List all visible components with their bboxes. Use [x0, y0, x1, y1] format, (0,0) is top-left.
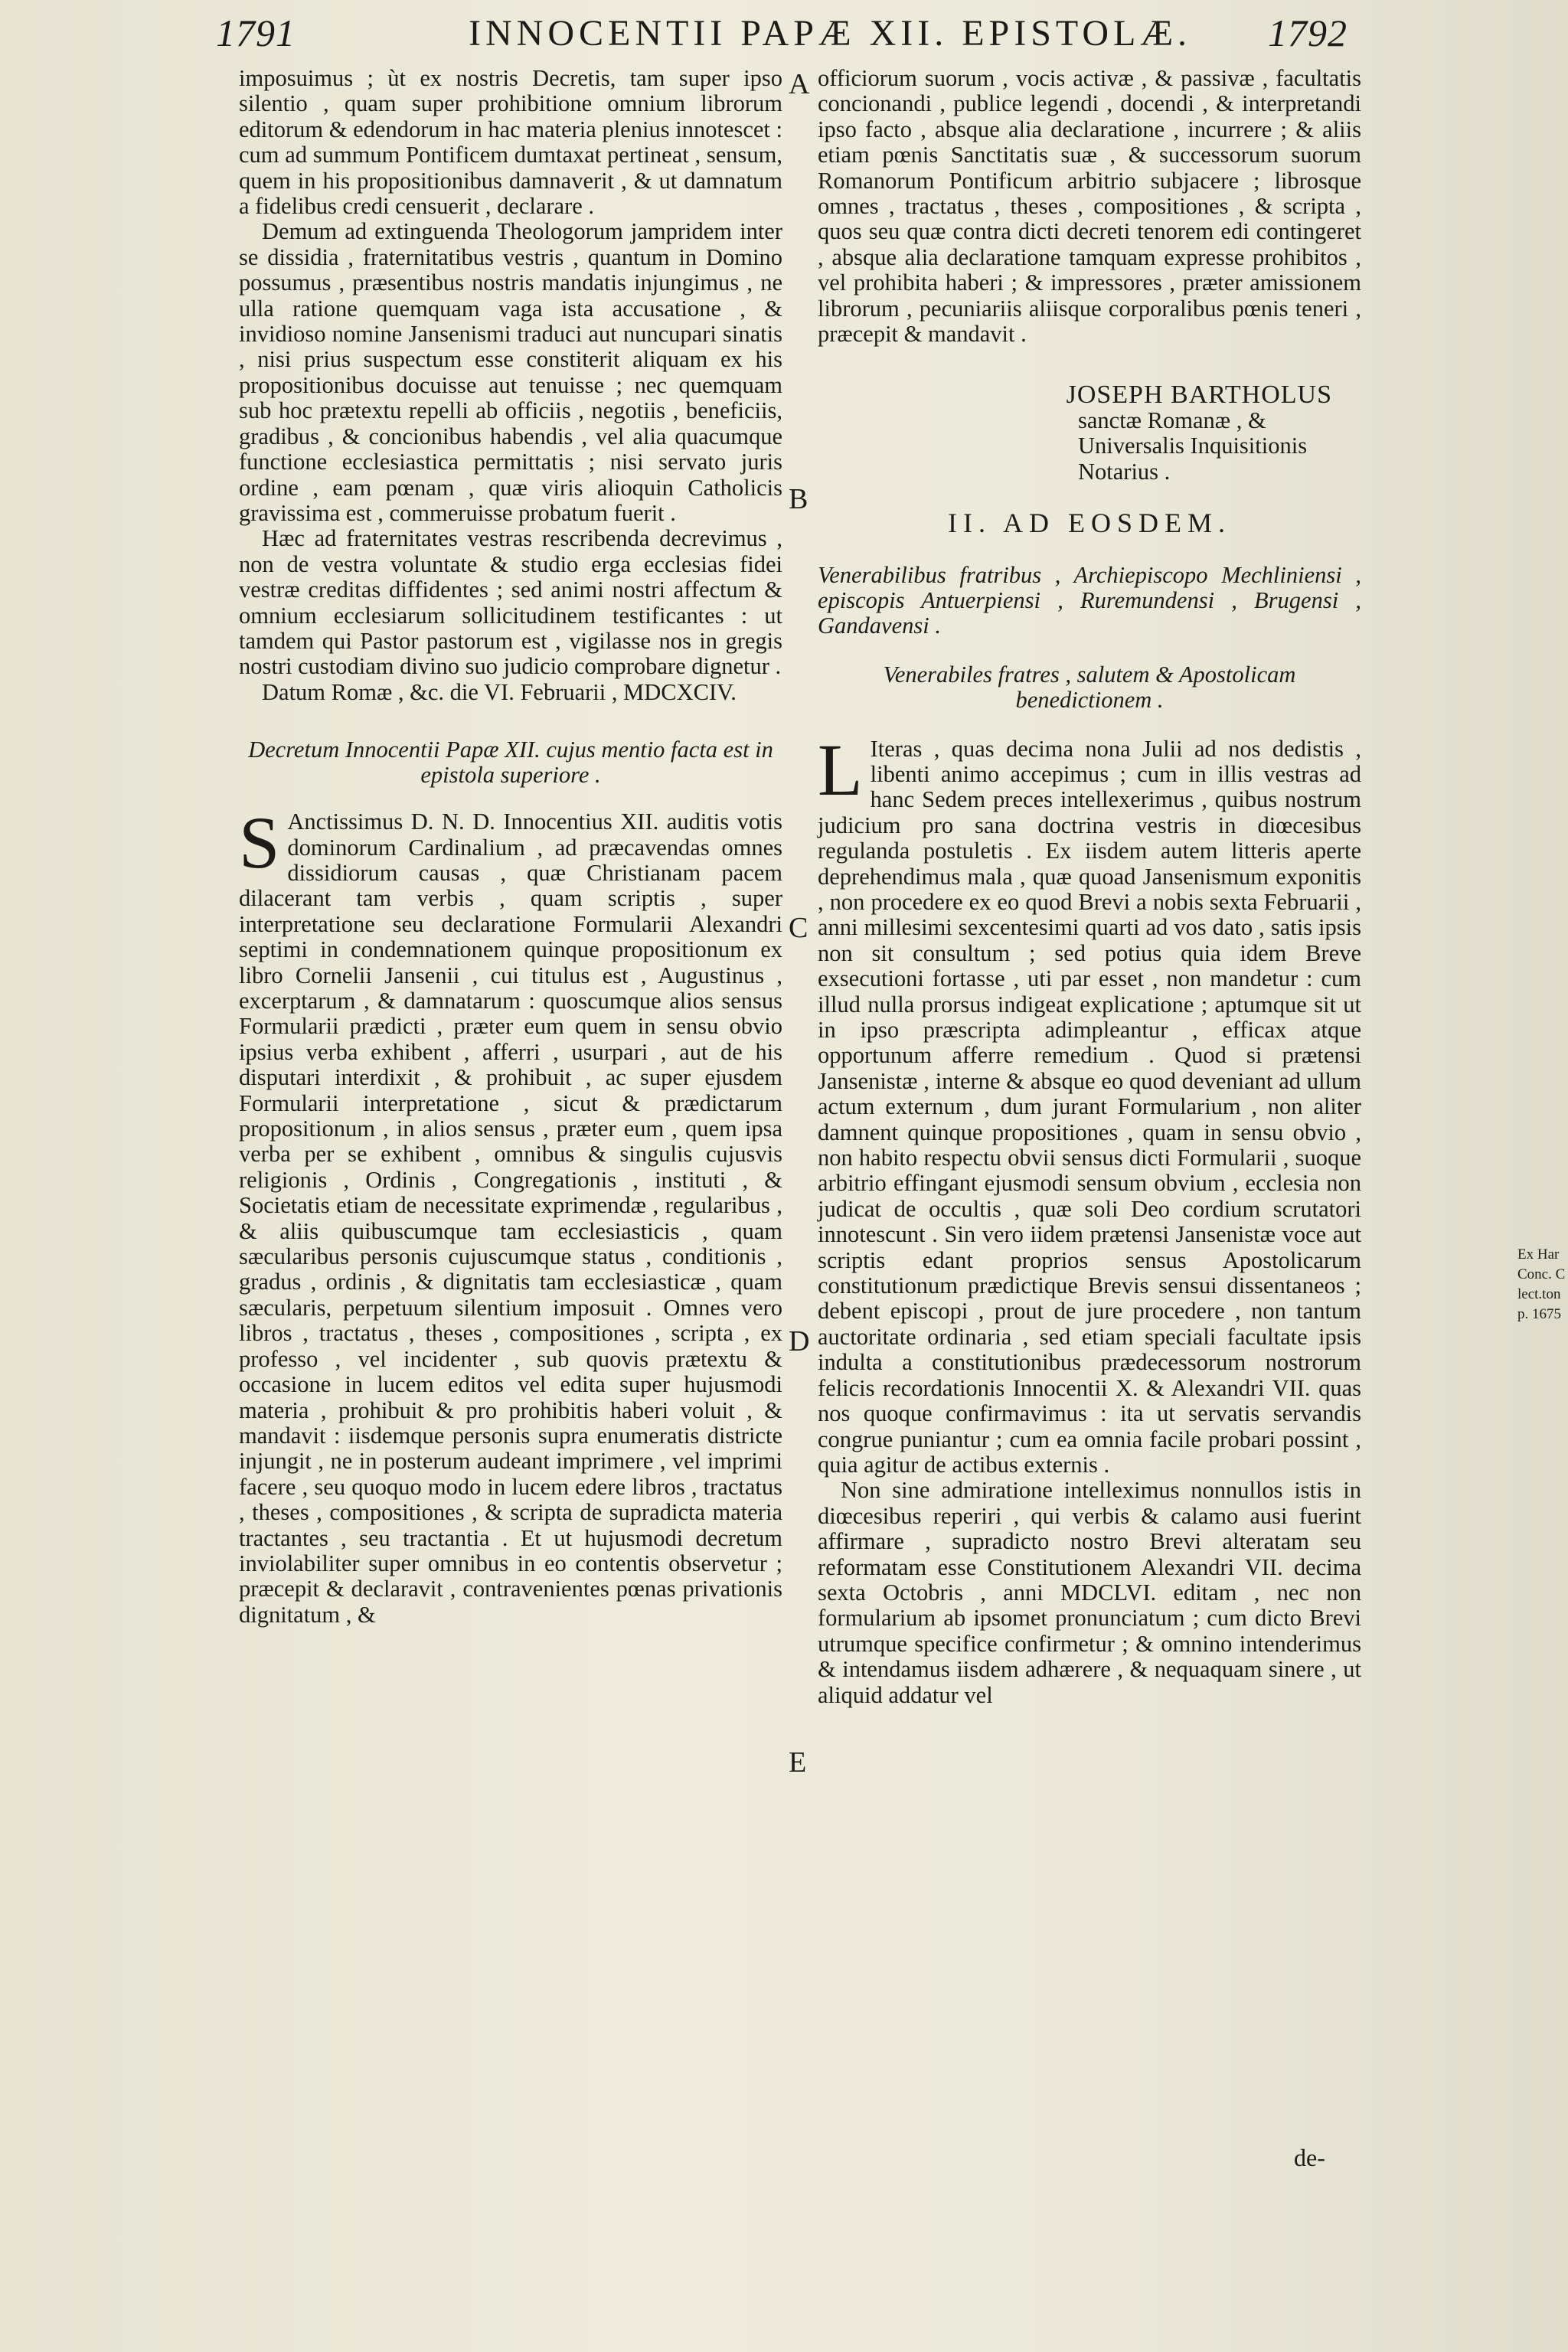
margin-letter: B [789, 483, 808, 515]
running-title: INNOCENTII PAPÆ XII. EPISTOLÆ. [469, 13, 1192, 54]
margin-note: Ex Har Conc. C lect.ton p. 1675 [1517, 1246, 1566, 1322]
left-column [239, 66, 782, 1628]
paragraph: Hæc ad fraternitates vestras rescribenda decrevimus , non de vestra voluntate & studio erga ecclesias fidei vestræ creditas diffidentes ; sed animi nostri affectum & omnium ecclesiarum sollicitudinem testificantes : ut tamdem qui Pastor pastorum est , vigilasse nos in gregis nostri custodiam divino suo judicio comprobare dignetur . [239, 525, 782, 680]
paragraph: officiorum suorum , vocis activæ , & passivæ , facultatis concionandi , publice legendi , docendi , & interpretandi ipso facto , absque alia declaratione , incurrere ; & aliis etiam pœnis Sanctitatis suæ , & successorum suorum Romanorum Pontificum arbitrio subjacere ; librosque omnes , tractatus , theses , compositiones , & scripta , quos seu quæ contra dicti decreti tenorem edi contingeret , absque alia declaratione tamquam expresse prohibitos , vel prohibita haberi ; & impressores , præter amissionem librorum , pecuniariis aliisque corporalibus pœnis teneri , præcepit & mandavit . [818, 65, 1361, 348]
date-line: Datum Romæ , &c. die VI. Februarii , MDCXCIV. [262, 678, 737, 705]
margin-letter: E [789, 1746, 807, 1779]
paragraph: Non sine admiratione intelleximus nonnullos istis in diœcesibus reperiri , qui verbis & calamo ausi fuerint affirmare , supradicto nostro Brevi alteratam seu reformatam esse Constitutionem Alexandri VII. decima sexta Octobris , anni MDCLVI. editam , nec non formularium ab ipsomet pronunciatum ; cum dicto Brevi utrumque specifice confirmetur ; & omnino intenderimus & intendamus iisdem adhærere , & nequaquam sinere , ut aliquid addatur vel [818, 1477, 1361, 1708]
signature-name: JOSEPH BARTHOLUS [1066, 381, 1332, 410]
decree-body: Anctissimus D. N. D. Innocentius XII. auditis votis dominorum Cardinalium , ad præcavendas omnes dissidiorum causas , quæ Christianam pacem dilacerant tam verbis , quam scriptis , super interpretatione seu declaratione Formularii Alexandri septimi in condemnationem quinque propositionum ex libro Cornelii Jansenii , cui titulus est , Augustinus , excerptarum , & damnatarum : quoscumque alios sensus Formularii prædicti , præter eum quem in sensu obvio ipsius verba exhibent , afferri , usurpari , aut de his disputari interdixit , & prohibuit , ac super ejusdem Formularii interpretatione , sicut & prædictarum propositionum , in alios sensus , præter eum , quem ipsa verba per se exhibent , omnibus & singulis cujusvis religionis , Ordinis , Congregationis , instituti , & Societatis etiam de necessitate exprimendæ , regularibus , & aliis quibuscumque tam ecclesiasticis , quam sæcularibus personis cujuscumque status , conditionis , gradus , ordinis , & dignitatis tam ecclesiasticæ , quam sæcularis, perpetuum silentium imposuit . Omnes vero libros , tractatus , theses , compositiones , scripta , ex professo , vel incidenter , sub quovis prætextu & occasione in lucem editos vel edita super hujusmodi materia , prohibuit & pro prohibitis haberi voluit , & mandavit : iisdemque personis supra enumeratis districte injungit , ne in posterum audeant imprimere , vel imprimi facere , seu quoquo modo in lucem edere libros , tractatus , theses , compositiones , & scripta de supradicta materia tractantes , seu tractantia . Et ut hujusmodi decretum inviolabiliter super omnibus in eo contentis observetur ; præcepit & declaravit , contravenientes pœnas privationis dignitatum , & [239, 808, 782, 1628]
section-heading: II. AD EOSDEM. [948, 508, 1231, 539]
drop-cap: S [239, 802, 280, 884]
margin-letter: A [789, 68, 810, 100]
letter-address: Venerabilibus fratribus , Archiepiscopo Mechliniensi , episcopis Antuerpiensi , Ruremundensi , Brugensi , Gandavensi . [818, 561, 1361, 639]
drop-cap: L [818, 728, 863, 811]
letter-text [818, 728, 1361, 1478]
signature-title: sanctæ Romanæ , & Universalis Inquisitionis Notarius . [1078, 407, 1308, 485]
right-column [818, 66, 1361, 1708]
paragraph: Demum ad extinguenda Theologorum jampridem inter se dissidia , fraternitatibus vestris , quantum in Domino possumus , præsentibus nostris mandatis injungimus , ne ulla ratione quemquam vaga ista accusatione , & invidioso nomine Jansenismi traduci aut nuncupari sinatis , nisi prius suspectum esse constiterit aliquam ex his propositionibus docuisse aut tenuisse ; nec quemquam sub hoc prætextu repelli ab officiis , negotiis , beneficiis, gradibus , & concionibus habendis , vel alia quacumque functione ecclesiastica permittatis ; nisi servato juris ordine , eam pœnam , quæ viris alioquin Catholicis gravissima est , commeruisse probatum fuerit . [239, 218, 782, 526]
page-header [0, 11, 1568, 60]
letter-body: Iteras , quas decima nona Julii ad nos dedistis , libenti animo accepimus ; cum in illis vestras ad hanc Sedem preces intellexerimus , quibus nostrum judicium pro sana doctrina vestris in diœcesibus regulanda postuletis . Ex iisdem autem litteris aperte deprehendimus mala , quæ quoad Jansenismum exponitis , non procedere ex eo quod Brevi a nobis sexta Februarii , anni millesimi sexcentesimi quarti ad vos dato , satis ipsis non sit consultum ; sed potius quia idem Breve exsecutioni fortasse , uti par esset , non mandetur : cum illud nulla prorsus indigeat explicatione ; aptumque sit ut in ipso præscripta adimpleantur , efficax atque opportunum afferre remedium . Quod si prætensi Jansenistæ , interne & absque eo quod deveniant ad ullum actum externum , dum jurant Formularium , non aliter damnent quinque propositiones , quam in sensu obvio , non habito respectu obvii sensus dicti Formularii , suoque arbitrio effingant ejusmodi sensum obvium , ecclesia non judicat de occultis , quæ soli Deo cordium scrutatori innotescunt . Sin vero iidem prætensi Jansenistæ voce aut scriptis edant proprios sensus Apostolicarum constitutionum prædictique Brevis sensui dissentaneos ; debent episcopi , prout de jure procedere , non tantum auctoritate ordinaria , sed etiam speciali facultate ipsis indulta a constitutionibus prædecessorum nostrorum felicis recordationis Innocentii X. & Alexandri VII. quas nos quoque confirmavimus : ita ut servatis servandis congrue puniantur ; cum ea omnia facile probari possint , quia agitur de actibus externis . [818, 735, 1361, 1478]
page-number-left: 1791 [216, 11, 296, 54]
decree-heading: Decretum Innocentii Papæ XII. cujus mentio facta est in epistola superiore . [248, 737, 773, 789]
page-number-right: 1792 [1268, 11, 1348, 54]
catchword: de- [1294, 2144, 1325, 2171]
margin-letter: C [789, 912, 808, 944]
paragraph: imposuimus ; ùt ex nostris Decretis, tam super ipso silentio , quam super prohibitione omnium librorum editorum & edendorum in hac materia plenius innotescet : cum ad summum Pontificem dumtaxat pertineat , sensum, quem in his propositionibus damnaverit , & ut damnatum a fidelibus credi censuerit , declarare . [239, 65, 782, 220]
margin-letter: D [789, 1325, 810, 1357]
letter-salutation: Venerabiles fratres , salutem & Apostolicam benedictionem . [883, 661, 1296, 714]
decree-text [239, 802, 782, 1628]
